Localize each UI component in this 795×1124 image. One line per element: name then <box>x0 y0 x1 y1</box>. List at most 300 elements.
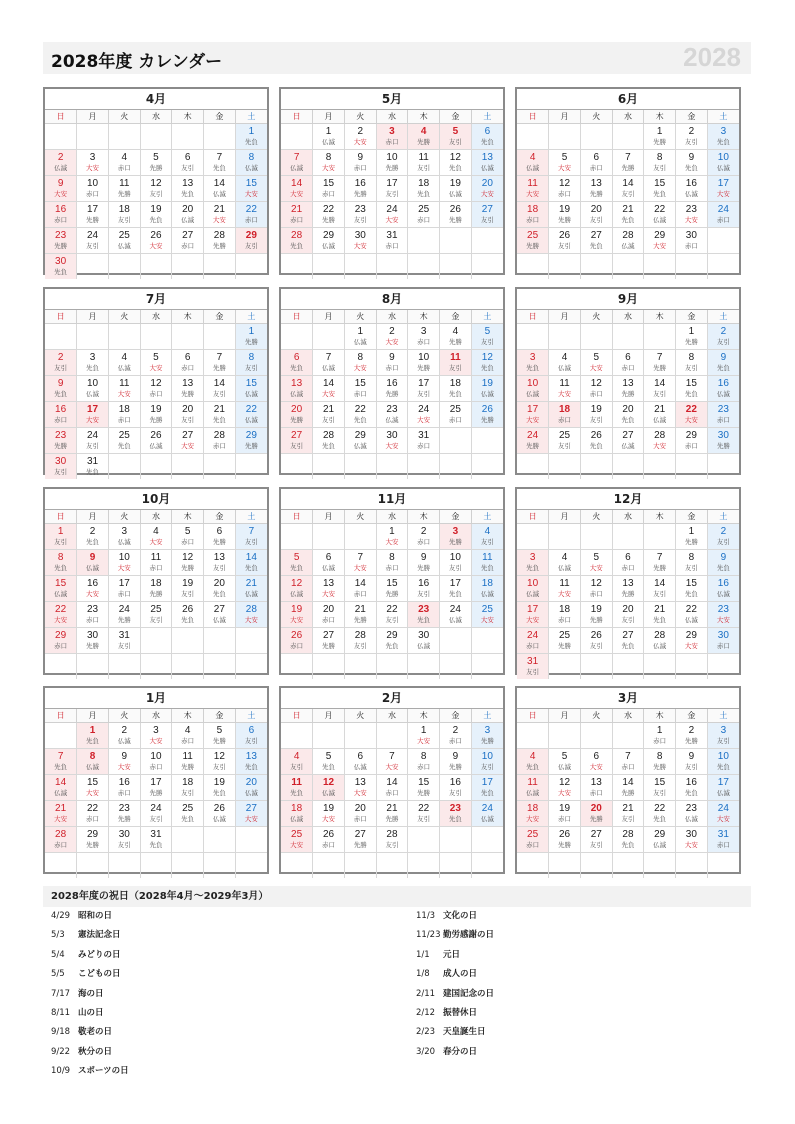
empty-cell <box>612 324 644 350</box>
day-cell <box>281 550 313 576</box>
day-number: 11 <box>527 777 538 788</box>
day-number: 19 <box>150 404 162 415</box>
weekday-header: 金 <box>204 310 236 324</box>
holiday-item <box>416 988 746 1007</box>
rokuyo-label: 友引 <box>621 190 635 198</box>
day-cell <box>45 550 77 576</box>
empty-cell <box>517 124 549 150</box>
day-number: 7 <box>57 751 64 762</box>
rokuyo-label: 仏滅 <box>322 242 336 250</box>
rokuyo-label: 先勝 <box>86 841 100 849</box>
day-number: 3 <box>121 526 128 537</box>
month-calendar <box>279 287 505 475</box>
day-number: 25 <box>118 430 130 441</box>
month-calendar <box>279 87 505 275</box>
day-cell <box>140 402 172 428</box>
day-number: 11 <box>559 578 570 589</box>
day-cell <box>676 324 708 350</box>
day-cell <box>612 202 644 228</box>
rokuyo-label: 友引 <box>290 442 304 450</box>
day-cell <box>235 524 267 550</box>
rokuyo-label: 先勝 <box>385 390 399 398</box>
day-cell <box>549 228 581 254</box>
day-number: 15 <box>654 178 666 189</box>
rokuyo-label: 友引 <box>558 242 572 250</box>
rokuyo-label: 大安 <box>181 442 195 450</box>
day-cell <box>281 150 313 176</box>
weekday-header: 木 <box>172 510 204 524</box>
day-cell <box>644 775 676 801</box>
weekday-header: 水 <box>612 709 644 723</box>
weekday-header: 水 <box>376 110 408 124</box>
rokuyo-label: 大安 <box>86 789 100 797</box>
empty-cell <box>676 454 708 480</box>
weekday-header: 日 <box>281 310 313 324</box>
holiday-date: 2/12 <box>416 1007 436 1018</box>
day-number: 14 <box>386 777 398 788</box>
day-number: 6 <box>184 152 191 163</box>
rokuyo-label: 友引 <box>149 815 163 823</box>
day-cell <box>77 402 109 428</box>
rokuyo-label: 大安 <box>353 789 367 797</box>
rokuyo-label: 先負 <box>417 616 431 624</box>
rokuyo-label: 赤口 <box>86 616 100 624</box>
rokuyo-label: 先負 <box>480 138 494 146</box>
rokuyo-label: 先勝 <box>716 442 730 450</box>
day-number: 4 <box>529 751 536 762</box>
empty-cell <box>344 524 376 550</box>
day-cell <box>45 454 77 480</box>
day-cell <box>707 827 739 853</box>
empty-cell <box>707 853 739 879</box>
day-number: 3 <box>389 126 395 137</box>
day-number: 3 <box>720 725 727 736</box>
rokuyo-label: 友引 <box>212 564 226 572</box>
rokuyo-label: 大安 <box>716 190 730 198</box>
day-cell <box>612 801 644 827</box>
weekday-header: 金 <box>204 510 236 524</box>
day-number: 5 <box>293 552 300 563</box>
day-number: 13 <box>182 378 194 389</box>
empty-cell <box>517 324 549 350</box>
empty-cell <box>612 254 644 280</box>
day-cell <box>344 150 376 176</box>
day-number: 13 <box>322 578 335 589</box>
day-cell <box>471 350 503 376</box>
day-number: 6 <box>357 751 364 762</box>
page-header <box>43 42 751 74</box>
weekday-header: 水 <box>612 510 644 524</box>
holiday-date: 2/23 <box>416 1027 436 1038</box>
day-number: 15 <box>322 178 335 189</box>
weekday-header: 月 <box>313 510 345 524</box>
day-cell <box>676 150 708 176</box>
day-number: 13 <box>245 751 257 762</box>
day-cell <box>440 176 472 202</box>
day-cell <box>140 775 172 801</box>
holiday-date: 8/11 <box>51 1007 71 1018</box>
day-cell <box>281 827 313 853</box>
day-number: 10 <box>86 178 99 189</box>
rokuyo-label: 先負 <box>589 242 603 250</box>
day-number: 17 <box>418 378 430 389</box>
empty-cell <box>408 853 440 879</box>
empty-cell <box>440 228 472 254</box>
rokuyo-label: 先負 <box>212 590 226 598</box>
rokuyo-label: 先負 <box>212 164 226 172</box>
rokuyo-label: 仏滅 <box>212 190 226 198</box>
month-title: 12月 <box>517 489 739 510</box>
day-number: 4 <box>452 326 459 337</box>
empty-cell <box>580 454 612 480</box>
rokuyo-label: 先負 <box>526 364 540 372</box>
day-cell <box>612 628 644 654</box>
rokuyo-label: 先負 <box>684 390 698 398</box>
day-number: 1 <box>688 526 695 537</box>
day-number: 26 <box>291 630 303 641</box>
empty-cell <box>140 324 172 350</box>
rokuyo-label: 赤口 <box>117 164 131 172</box>
day-cell <box>204 202 236 228</box>
rokuyo-label: 仏滅 <box>621 442 635 450</box>
empty-cell <box>707 228 739 254</box>
day-cell <box>376 628 408 654</box>
empty-cell <box>172 853 204 879</box>
empty-cell <box>644 654 676 680</box>
weekday-header: 土 <box>235 310 267 324</box>
day-number: 29 <box>685 430 697 441</box>
day-number: 10 <box>527 378 539 389</box>
rokuyo-label: 先負 <box>653 616 667 624</box>
empty-cell <box>313 454 345 480</box>
holiday-item <box>51 1026 381 1045</box>
day-number: 24 <box>449 604 461 615</box>
day-cell <box>549 827 581 853</box>
day-cell <box>281 402 313 428</box>
empty-cell <box>408 827 440 853</box>
day-number: 26 <box>213 803 225 814</box>
rokuyo-label: 赤口 <box>589 390 603 398</box>
day-cell <box>549 749 581 775</box>
empty-cell <box>204 324 236 350</box>
rokuyo-label: 赤口 <box>322 841 336 849</box>
day-number: 19 <box>150 204 162 215</box>
rokuyo-label: 大安 <box>149 538 163 546</box>
day-cell <box>313 428 345 454</box>
rokuyo-label: 大安 <box>212 216 226 224</box>
empty-cell <box>644 254 676 280</box>
day-number: 24 <box>86 430 99 441</box>
rokuyo-label: 仏滅 <box>54 789 68 797</box>
day-number: 2 <box>389 326 395 337</box>
rokuyo-label: 友引 <box>417 815 431 823</box>
rokuyo-label: 先負 <box>54 564 68 572</box>
weekday-header: 日 <box>517 510 549 524</box>
day-cell <box>376 350 408 376</box>
empty-cell <box>580 254 612 280</box>
rokuyo-label: 大安 <box>526 616 540 624</box>
day-number: 28 <box>622 829 634 840</box>
rokuyo-label: 友引 <box>653 789 667 797</box>
day-cell <box>108 576 140 602</box>
day-cell <box>77 775 109 801</box>
day-cell <box>313 827 345 853</box>
day-cell <box>707 402 739 428</box>
day-cell <box>235 202 267 228</box>
day-number: 1 <box>420 725 427 736</box>
day-number: 22 <box>354 404 366 415</box>
weekday-header: 木 <box>408 310 440 324</box>
day-cell <box>707 749 739 775</box>
empty-cell <box>471 628 503 654</box>
day-number: 22 <box>245 404 257 415</box>
day-cell <box>344 827 376 853</box>
day-number: 24 <box>118 604 130 615</box>
day-number: 31 <box>386 230 398 241</box>
day-cell <box>235 775 267 801</box>
rokuyo-label: 先負 <box>448 390 462 398</box>
rokuyo-label: 大安 <box>149 737 163 745</box>
day-number: 21 <box>213 404 225 415</box>
day-number: 8 <box>57 552 64 563</box>
day-number: 5 <box>216 725 223 736</box>
rokuyo-label: 仏滅 <box>353 763 367 771</box>
day-number: 23 <box>685 803 697 814</box>
empty-cell <box>549 254 581 280</box>
day-number: 29 <box>685 630 697 641</box>
day-cell <box>408 376 440 402</box>
rokuyo-label: 先勝 <box>385 164 399 172</box>
day-number: 5 <box>593 552 600 563</box>
holiday-name: 勤労感謝の日 <box>443 930 495 941</box>
day-cell <box>108 376 140 402</box>
day-cell <box>580 628 612 654</box>
day-cell <box>140 150 172 176</box>
day-number: 27 <box>590 829 602 840</box>
empty-cell <box>235 654 267 680</box>
rokuyo-label: 友引 <box>181 789 195 797</box>
day-cell <box>77 801 109 827</box>
day-number: 24 <box>418 404 430 415</box>
day-cell <box>344 602 376 628</box>
rokuyo-label: 友引 <box>244 364 258 372</box>
day-number: 18 <box>481 578 493 589</box>
rokuyo-label: 赤口 <box>684 242 698 250</box>
empty-cell <box>549 723 581 749</box>
rokuyo-label: 仏滅 <box>621 242 635 250</box>
day-cell <box>344 628 376 654</box>
day-cell <box>612 602 644 628</box>
day-number: 2 <box>452 725 459 736</box>
day-number: 4 <box>561 352 568 363</box>
day-cell <box>612 550 644 576</box>
day-cell <box>644 550 676 576</box>
day-cell <box>676 775 708 801</box>
day-number: 21 <box>622 204 634 215</box>
empty-cell <box>440 428 472 454</box>
day-number: 27 <box>213 604 225 615</box>
empty-cell <box>612 524 644 550</box>
weekday-header: 土 <box>471 110 503 124</box>
day-number: 1 <box>248 126 255 137</box>
day-cell <box>408 428 440 454</box>
rokuyo-label: 赤口 <box>385 789 399 797</box>
day-number: 12 <box>150 178 162 189</box>
rokuyo-label: 先負 <box>448 590 462 598</box>
empty-cell <box>517 723 549 749</box>
holiday-item <box>416 910 746 929</box>
empty-cell <box>281 654 313 680</box>
day-number: 8 <box>389 552 395 563</box>
day-number: 21 <box>654 404 666 415</box>
rokuyo-label: 大安 <box>290 616 304 624</box>
day-number: 22 <box>55 604 67 615</box>
day-number: 19 <box>182 578 194 589</box>
day-number: 3 <box>420 326 427 337</box>
day-number: 10 <box>86 378 99 389</box>
day-number: 27 <box>622 430 634 441</box>
day-cell <box>235 576 267 602</box>
day-cell <box>676 602 708 628</box>
weekday-header: 水 <box>140 310 172 324</box>
rokuyo-label: 大安 <box>117 390 131 398</box>
day-number: 2 <box>57 152 64 163</box>
day-cell <box>313 402 345 428</box>
day-cell <box>707 376 739 402</box>
rokuyo-label: 仏滅 <box>716 590 730 598</box>
day-number: 11 <box>291 777 302 788</box>
rokuyo-label: 友引 <box>716 538 730 546</box>
empty-cell <box>676 654 708 680</box>
day-cell <box>77 350 109 376</box>
rokuyo-label: 先負 <box>589 442 603 450</box>
weekday-header: 水 <box>376 709 408 723</box>
day-cell <box>313 202 345 228</box>
day-cell <box>408 602 440 628</box>
rokuyo-label: 友引 <box>448 564 462 572</box>
rokuyo-label: 友引 <box>385 841 399 849</box>
weekday-header: 水 <box>376 310 408 324</box>
rokuyo-label: 仏滅 <box>558 763 572 771</box>
day-cell <box>408 775 440 801</box>
rokuyo-label: 仏滅 <box>149 442 163 450</box>
day-number: 25 <box>291 829 303 840</box>
rokuyo-label: 先負 <box>716 763 730 771</box>
empty-cell <box>580 853 612 879</box>
rokuyo-label: 先負 <box>684 164 698 172</box>
day-number: 16 <box>418 578 430 589</box>
empty-cell <box>471 853 503 879</box>
empty-cell <box>549 524 581 550</box>
empty-cell <box>140 124 172 150</box>
day-number: 2 <box>121 725 128 736</box>
day-cell <box>235 550 267 576</box>
day-cell <box>313 801 345 827</box>
day-cell <box>344 228 376 254</box>
empty-cell <box>313 324 345 350</box>
day-cell <box>612 376 644 402</box>
rokuyo-label: 友引 <box>684 763 698 771</box>
rokuyo-label: 先負 <box>480 564 494 572</box>
day-number: 3 <box>529 352 536 363</box>
rokuyo-label: 赤口 <box>353 590 367 598</box>
day-cell <box>108 749 140 775</box>
rokuyo-label: 先負 <box>526 763 540 771</box>
day-number: 24 <box>86 230 99 241</box>
day-number: 4 <box>484 526 491 537</box>
rokuyo-label: 先勝 <box>589 190 603 198</box>
rokuyo-label: 赤口 <box>716 841 730 849</box>
day-number: 3 <box>452 526 459 537</box>
weekday-header: 火 <box>580 709 612 723</box>
day-number: 21 <box>245 578 257 589</box>
day-number: 24 <box>150 803 162 814</box>
weekday-header: 金 <box>204 709 236 723</box>
month-calendar <box>43 287 269 475</box>
empty-cell <box>376 454 408 480</box>
weekday-header: 水 <box>612 310 644 324</box>
empty-cell <box>440 853 472 879</box>
day-number: 28 <box>386 829 398 840</box>
holiday-name: 山の日 <box>78 1007 104 1018</box>
day-cell <box>676 628 708 654</box>
rokuyo-label: 仏滅 <box>322 364 336 372</box>
empty-cell <box>408 228 440 254</box>
day-cell <box>313 376 345 402</box>
empty-cell <box>344 654 376 680</box>
empty-cell <box>281 324 313 350</box>
day-number: 26 <box>481 404 493 415</box>
day-cell <box>707 324 739 350</box>
rokuyo-label: 友引 <box>653 590 667 598</box>
day-number: 1 <box>656 725 663 736</box>
day-number: 14 <box>654 578 666 589</box>
rokuyo-label: 友引 <box>417 164 431 172</box>
rokuyo-label: 先勝 <box>558 642 572 650</box>
day-cell <box>707 576 739 602</box>
day-number: 27 <box>622 630 634 641</box>
day-number: 26 <box>558 230 571 241</box>
weekday-header: 土 <box>235 510 267 524</box>
day-cell <box>108 176 140 202</box>
day-number: 4 <box>153 526 159 537</box>
rokuyo-label: 仏滅 <box>244 390 258 398</box>
rokuyo-label: 友引 <box>149 190 163 198</box>
day-number: 25 <box>558 630 571 641</box>
day-number: 23 <box>354 204 366 215</box>
rokuyo-label: 仏滅 <box>526 789 540 797</box>
day-cell <box>235 428 267 454</box>
month-calendar <box>43 87 269 275</box>
day-cell <box>549 428 581 454</box>
day-cell <box>77 176 109 202</box>
holiday-date: 11/3 <box>416 911 436 921</box>
weekday-header: 月 <box>313 110 345 124</box>
day-cell <box>580 576 612 602</box>
rokuyo-label: 先負 <box>86 737 100 745</box>
rokuyo-label: 大安 <box>684 642 698 650</box>
day-number: 8 <box>688 352 695 363</box>
empty-cell <box>644 324 676 350</box>
day-cell <box>140 749 172 775</box>
day-number: 17 <box>86 404 99 415</box>
rokuyo-label: 赤口 <box>589 164 603 172</box>
day-number: 1 <box>57 526 64 537</box>
empty-cell <box>140 853 172 879</box>
day-cell <box>580 428 612 454</box>
day-number: 21 <box>213 204 225 215</box>
rokuyo-label: 友引 <box>212 763 226 771</box>
